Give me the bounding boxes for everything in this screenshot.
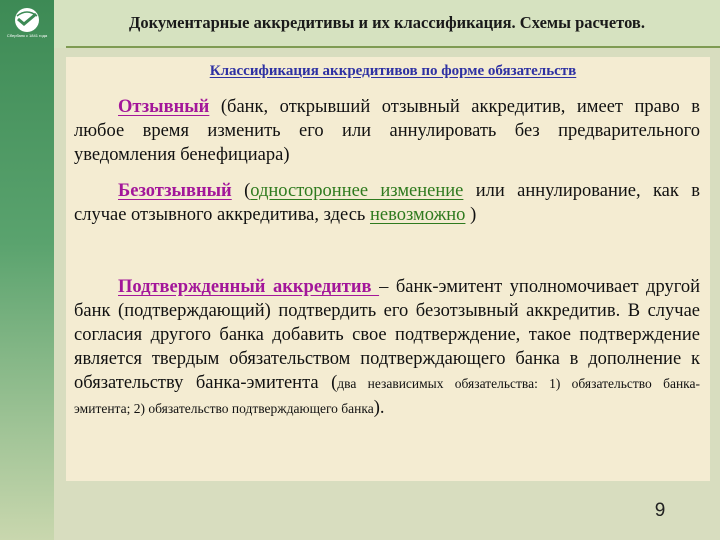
text-confirmed: – банк-эмитент уполномочивает другой банк (подтверждающий) подтвердить его безотзывный аккредитив. В случае согласия другого банка добавить свое подтверждение, такое подтверждение является твердым обязательством подтверждающего банка в дополнение к обязательству банка-эмитента ( [74,277,701,393]
text-revocable: (банк, открывший отзывный аккредитив, имеет право в любое время изменить его или аннулировать без предварительного уведомления бенефициара) [74,97,700,165]
link-impossible: невозможно [369,205,466,225]
content-panel [66,57,710,481]
link-unilateral-change: одностороннее изменение [250,181,464,201]
paragraph-confirmed [74,275,700,421]
logo-caption: Сбербанк с 1841 года [6,33,48,38]
page-number: 9 [654,500,666,521]
header [54,0,720,48]
term-confirmed: Подтвержденный аккредитив [118,277,380,297]
text-confirmed-small: два независимых обязательства: 1) обязательство банка-эмитента; 2) обязательство подтверждающего банка [74,376,701,416]
header-divider [66,46,720,48]
text-irrevocable-close: ) [465,205,477,225]
text-irrevocable-open: ( [231,181,251,201]
sberbank-logo-icon [4,4,50,44]
text-irrevocable-mid: или аннулирование, как в случае отзывного аккредитива, здесь [74,181,700,225]
paragraph-irrevocable [74,179,700,227]
paragraph-revocable [74,95,700,167]
left-sidebar [0,0,54,540]
text-confirmed-end: ). [373,398,385,418]
term-revocable: Отзывный [118,97,210,117]
term-irrevocable: Безотзывный [118,181,232,201]
slide-title: Документарные аккредитивы и их классификация. Схемы расчетов. [129,13,645,32]
content-title: Классификация аккредитивов по форме обязательств [209,63,577,79]
